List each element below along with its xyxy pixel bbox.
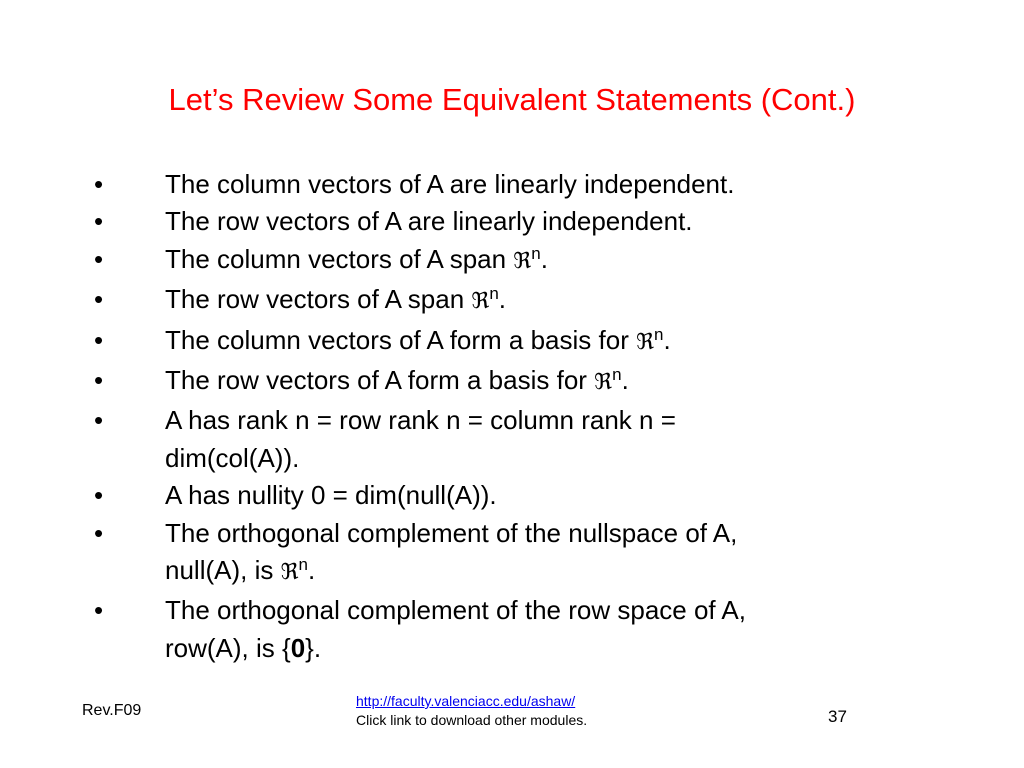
- bullet-text: [165, 322, 914, 362]
- bullet-text: [165, 362, 914, 402]
- page-number: 37: [828, 707, 847, 726]
- bullet-marker: •: [94, 284, 104, 315]
- bullet-text-part: null(A), is: [165, 555, 281, 586]
- bullet-text: A has rank n = row rank n = column rank n =: [165, 405, 676, 436]
- bullet-list: [94, 166, 914, 667]
- faculty-link[interactable]: http://faculty.valenciacc.edu/ashaw/: [356, 693, 576, 709]
- real-numbers-symbol: ℜ: [513, 248, 532, 274]
- bullet-marker: •: [94, 243, 104, 274]
- bullet-item: [94, 281, 914, 321]
- bullet-text-part: The column vectors of A span: [165, 243, 514, 274]
- real-numbers-symbol: ℜ: [280, 560, 299, 586]
- bullet-marker: •: [94, 206, 104, 237]
- bullet-text-continuation: [165, 630, 914, 667]
- zero-vector: 0: [290, 632, 306, 663]
- bullet-item: [94, 362, 914, 402]
- revision-label: Rev.F09: [82, 702, 142, 719]
- bullet-item: [94, 322, 914, 362]
- bullet-text: A has nullity 0 = dim(null(A)).: [165, 480, 497, 511]
- bullet-text-part: The row vectors of A span: [165, 284, 472, 315]
- real-numbers-symbol: ℜ: [594, 370, 613, 396]
- slide-title: Let’s Review Some Equivalent Statements (Cont.): [168, 82, 856, 117]
- bullet-marker: •: [94, 480, 104, 511]
- bullet-text-part: The column vectors of A form a basis for: [165, 324, 637, 355]
- superscript: n: [612, 365, 622, 385]
- bullet-text-part: .: [663, 324, 671, 355]
- bullet-text-part: .: [498, 284, 507, 315]
- real-numbers-symbol: ℜ: [471, 289, 490, 315]
- bullet-marker: •: [94, 169, 104, 199]
- bullet-text-continuation: dim(col(A)).: [165, 442, 300, 473]
- bullet-text: The orthogonal complement of the row space of A,: [165, 595, 747, 626]
- bullet-marker: •: [94, 517, 104, 548]
- bullet-text: [165, 281, 914, 321]
- bullet-text: The column vectors of A are linearly independent.: [165, 169, 735, 199]
- bullet-item: [94, 166, 914, 203]
- bullet-item: [94, 402, 914, 477]
- footer-center: [356, 692, 587, 730]
- bullet-text: [165, 241, 914, 281]
- superscript: n: [298, 555, 308, 575]
- bullet-marker: •: [94, 365, 104, 396]
- bullet-text-continuation: [165, 552, 914, 592]
- superscript: n: [531, 243, 541, 263]
- real-numbers-symbol: ℜ: [636, 329, 655, 355]
- bullet-marker: •: [94, 324, 104, 355]
- download-note: Click link to download other modules.: [356, 712, 588, 728]
- bullet-item: [94, 241, 914, 281]
- superscript: n: [654, 324, 664, 344]
- bullet-text-part: The row vectors of A form a basis for: [165, 365, 595, 396]
- bullet-text-part: row(A), is {: [165, 632, 291, 663]
- bullet-marker: •: [94, 595, 104, 626]
- bullet-text-part: .: [540, 243, 548, 274]
- bullet-text: The orthogonal complement of the nullspace of A,: [165, 517, 738, 548]
- bullet-item: [94, 515, 914, 593]
- bullet-item: [94, 477, 914, 514]
- bullet-marker: •: [94, 405, 104, 436]
- bullet-text: The row vectors of A are linearly independent.: [165, 206, 693, 237]
- bullet-text-part: .: [307, 555, 316, 586]
- bullet-text-part: .: [621, 365, 629, 396]
- bullet-text-part: }.: [305, 632, 322, 663]
- superscript: n: [489, 284, 499, 304]
- bullet-item: [94, 203, 914, 240]
- bullet-item: [94, 592, 914, 667]
